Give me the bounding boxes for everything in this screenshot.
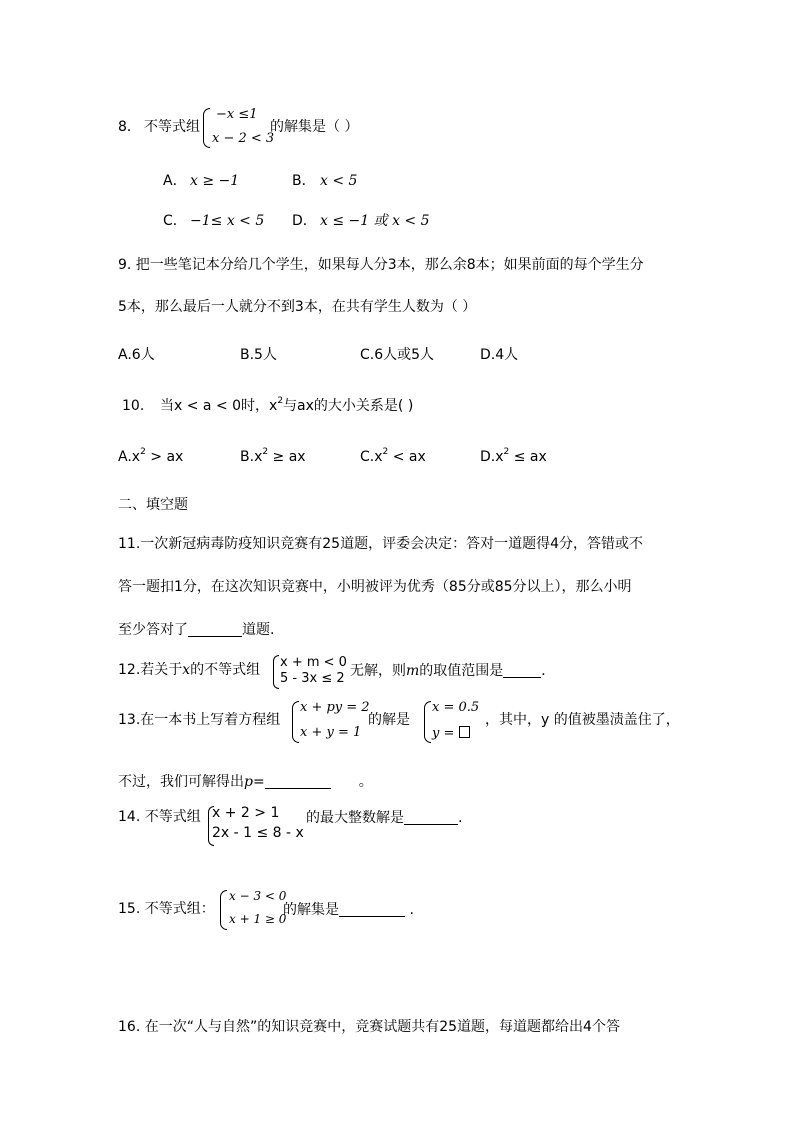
q8-option-d-text: x ≤ −1 或 x < 5 bbox=[320, 213, 430, 229]
section-title: 二、填空题 bbox=[118, 497, 188, 513]
q10-option-b: $B.x^2$ ≥ ax bbox=[240, 447, 306, 465]
q11-line2: 答一题扣1分，在这次知识竞赛中，小明被评为优秀（85分或85分以上），那么小明 bbox=[118, 579, 632, 595]
q13-line2: 不过，我们可解得出p= 。 bbox=[118, 774, 373, 790]
q13-answer-blank[interactable] bbox=[265, 774, 331, 789]
q15-brace bbox=[220, 890, 227, 930]
q12-suffix: 无解，则m的取值范围是 ． bbox=[350, 663, 556, 679]
q8-prefix: 不等式组 bbox=[144, 119, 200, 135]
q14-answer-blank[interactable] bbox=[404, 810, 458, 825]
q16-line1: 16. 在一次“人与自然”的知识竞赛中，竞赛试题共有25道题，每道题都给出4个答 bbox=[118, 1019, 620, 1035]
q8-option-b-label: B． bbox=[292, 173, 316, 189]
q8-option-c-label: C． bbox=[163, 213, 187, 229]
q14-prefix: 14. 不等式组 bbox=[118, 809, 201, 825]
q9-line2: 5本，那么最后一人就分不到3本，在共有学生人数为（ ） bbox=[118, 299, 477, 315]
q10-option-c: $C.x^2$ < ax bbox=[360, 447, 426, 465]
q13-sys1-line1: x + py = 2 bbox=[300, 700, 370, 715]
q11-line3: 至少答对了 道题. bbox=[118, 622, 275, 638]
q13-suffix: ，其中，y 的值被墨渍盖住了， bbox=[485, 712, 680, 728]
q10-number: 10. bbox=[122, 398, 145, 414]
q12-line1: x + m < 0 bbox=[280, 655, 347, 670]
q8-option-a-label: A． bbox=[163, 173, 187, 189]
q8-option-d-label: D． bbox=[292, 213, 317, 229]
q13-mid: 的解是 bbox=[368, 712, 410, 728]
q9-option-c: C.6人或5人 bbox=[360, 347, 435, 363]
q14-suffix: 的最大整数解是 . bbox=[306, 810, 463, 826]
q8-option-b-text: x < 5 bbox=[320, 173, 358, 189]
q14-line1: x + 2 > 1 bbox=[212, 805, 280, 821]
q15-answer-blank[interactable] bbox=[339, 902, 405, 917]
q9-line1: 9. 把一些笔记本分给几个学生，如果每人分3本，那么余8本；如果前面的每个学生分 bbox=[118, 257, 644, 273]
q13-sys2-line2: y = bbox=[432, 726, 470, 740]
q8-suffix: 的解集是（ ） bbox=[270, 119, 359, 135]
q14-line2: 2x - 1 ≤ 8 - x bbox=[212, 825, 304, 841]
q15-prefix: 15. 不等式组： bbox=[118, 901, 215, 917]
q15-line2: x + 1 ≥ 0 bbox=[229, 912, 287, 926]
q13-brace-2 bbox=[424, 701, 431, 743]
q8-option-a-text: x ≥ −1 bbox=[190, 173, 240, 189]
q11-answer-blank[interactable] bbox=[188, 622, 242, 637]
q13-brace-1 bbox=[292, 701, 299, 743]
q8-line2: x − 2 < 3 bbox=[212, 131, 275, 146]
q8-line1: −x ≤1 bbox=[216, 107, 258, 122]
q13-prefix: 13.在一本书上写着方程组 bbox=[118, 712, 281, 728]
q12-line2: 5 - 3x ≤ 2 bbox=[280, 671, 345, 686]
q9-option-b: B.5人 bbox=[240, 347, 277, 363]
q10-option-d: $D.x^2$ ≤ ax bbox=[480, 447, 547, 465]
q15-line1: x − 3 < 0 bbox=[229, 889, 287, 903]
q11-line1: 11.一次新冠病毒防疫知识竞赛有25道题，评委会决定：答对一道题得4分，答错或不 bbox=[118, 536, 643, 552]
q15-suffix: 的解集是 . bbox=[283, 902, 414, 918]
q13-sys2-line1: x = 0.5 bbox=[432, 700, 480, 715]
q12-answer-blank[interactable] bbox=[503, 663, 541, 678]
q8-number: 8． bbox=[118, 119, 141, 135]
ink-blot-box bbox=[459, 726, 470, 738]
q9-option-a: A.6人 bbox=[118, 347, 155, 363]
q12-prefix: 12.若关于x的不等式组 bbox=[118, 662, 261, 678]
q9-option-d: D.4人 bbox=[480, 347, 519, 363]
q10-text: 当x < a < 0时，$x^2$与ax的大小关系是( ) bbox=[160, 396, 414, 414]
q12-brace bbox=[273, 655, 279, 689]
q8-brace bbox=[203, 108, 210, 148]
q13-sys1-line2: x + y = 1 bbox=[300, 725, 362, 740]
q8-option-c-text: −1≤ x < 5 bbox=[190, 213, 265, 229]
q10-option-a: $A.x^2$ > ax bbox=[118, 447, 184, 465]
